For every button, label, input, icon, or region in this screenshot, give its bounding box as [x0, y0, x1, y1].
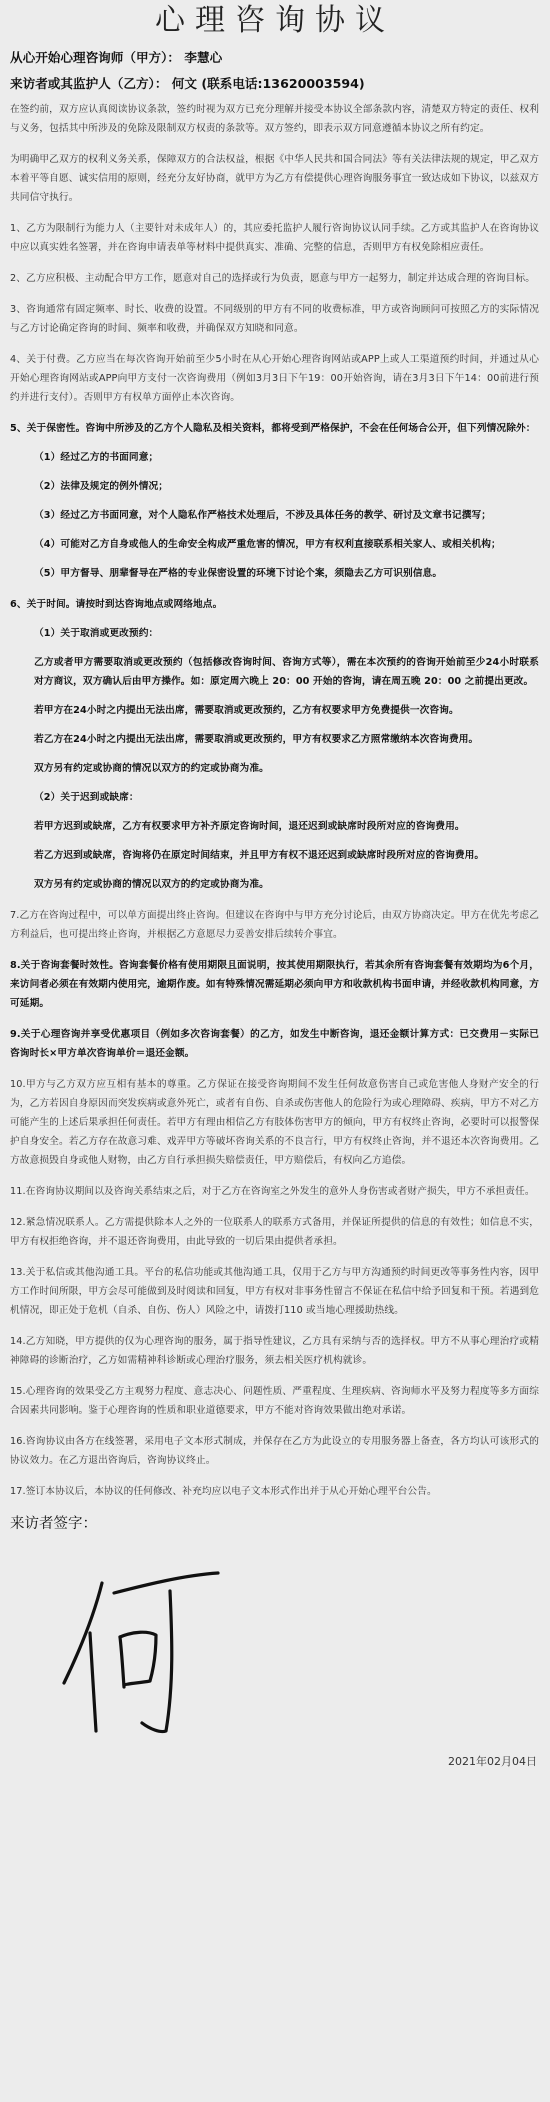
- clause-16: 16.咨询协议由各方在线签署，采用电子文本形式制成，并保存在乙方为此设立的专用服务器上备查，各方均认可该形式的协议效力。在乙方退出咨询后，咨询协议终止。: [10, 1436, 539, 1466]
- clause-5-item: （4）可能对乙方自身或他人的生命安全构成严重危害的情况，甲方有权利直接联系相关家人、或相关机构；: [34, 539, 501, 550]
- signature-area: [10, 1535, 539, 1753]
- clause-7: 7.乙方在咨询过程中，可以单方面提出终止咨询。但建议在咨询中与甲方充分讨论后，由双方协商决定。甲方在优先考虑乙方利益后，也可提出终止咨询，并根据乙方意愿尽力妥善安排后续转介事宜。: [10, 910, 539, 940]
- clause-6-sub-1: （1）关于取消或更改预约：: [34, 628, 159, 639]
- clause-6-sub-2: （2）关于迟到或缺席：: [34, 792, 139, 803]
- clause-17: 17.签订本协议后，本协议的任何修改、补充均应以电子文本形式作出并于从心开始心理平台公告。: [10, 1486, 437, 1497]
- handwritten-signature: [50, 1555, 230, 1745]
- clause-6: [10, 595, 539, 894]
- agreement-body: [0, 48, 550, 1769]
- clause-10: 10.甲方与乙方双方应互相有基本的尊重。乙方保证在接受咨询期间不发生任何故意伤害自己或危害他人身财产安全的行为，乙方若因自身原因而突发疾病或意外死亡，或者有自伤、自杀或伤害他人的危险行为或心理障碍、疾病，甲方不对乙方可能产生的上述后果承担任何责任。若甲方有理由相信乙方有肢体伤害甲方的倾向，甲方有权终止咨询，必要时可以报警保护自身安全。若乙方存在故意习难、戏弄甲方等破坏咨询关系的不良言行，甲方有权终止咨询，并不退还本次咨询费用。乙方故意损毁自身或他人财物，由乙方自行承担损失赔偿责任，甲方赔偿后，有权向乙方追偿。: [10, 1079, 539, 1166]
- intro-paragraph: 在签约前，双方应认真阅读协议条款，签约时视为双方已充分理解并接受本协议全部条款内容，清楚双方特定的责任、权利与义务，包括其中所涉及的免除及限制双方权责的条款等。双方签约，即表示双方同意遵循本协议之所有约定。: [10, 104, 539, 134]
- clause-4: 4、关于付费。乙方应当在每次咨询开始前至少5小时在从心开始心理咨询网站或APP上或人工渠道预约时间，并通过从心开始心理咨询网站或APP向甲方支付一次咨询费用（例如3月3日下午19：00开始咨询，请在3月3日下午14：00前进行预约并进行支付）。否则甲方有权单方面停止本次咨询。: [10, 354, 539, 403]
- party-a: 从心开始心理咨询师（甲方）： 李慧心: [10, 50, 223, 65]
- clause-6-text: 若乙方迟到或缺席，咨询将仍在原定时间结束，并且甲方有权不退还迟到或缺席时段所对应的咨询费用。: [34, 850, 485, 861]
- clause-5-item: （5）甲方督导、朋辈督导在严格的专业保密设置的环境下讨论个案，须隐去乙方可识别信息。: [34, 568, 443, 579]
- clause-11: 11.在咨询协议期间以及咨询关系结束之后，对于乙方在咨询室之外发生的意外人身伤害或者财产损失，甲方不承担责任。: [10, 1186, 535, 1197]
- clause-13: 13.关于私信或其他沟通工具。平台的私信功能或其他沟通工具，仅用于乙方与甲方沟通预约时间更改等事务性内容，因甲方工作时间所限，甲方会尽可能做到及时阅读和回复，甲方有权对非事务性留言不保证在私信中给予回复和干预。若遇到危机情况，即正处于危机（自杀、自伤、伤人）风险之中，请拨打110 或当地心理援助热线。: [10, 1267, 539, 1316]
- clause-6-text: 若甲方在24小时之内提出无法出席，需要取消或更改预约，乙方有权要求甲方免费提供一次咨询。: [34, 705, 459, 716]
- clause-8: 8.关于咨询套餐时效性。咨询套餐价格有使用期限且面说明，按其使用期限执行，若其余所有咨询套餐有效期均为6个月，来访问者必须在有效期内使用完，逾期作废。如有特殊情况需延期必须向甲方和收款机构书面申请，并经收款机构同意，方可延期。: [10, 960, 539, 1009]
- clause-6-text: 若乙方在24小时之内提出无法出席，需要取消或更改预约，甲方有权要求乙方照常缴纳本次咨询费用。: [34, 734, 479, 745]
- signature-label: 来访者签字：: [10, 1516, 97, 1532]
- clause-2: 2、乙方应积极、主动配合甲方工作，愿意对自己的选择或行为负责，愿意与甲方一起努力，制定并达成合理的咨询目标。: [10, 273, 535, 284]
- clause-12: 12.紧急情况联系人。乙方需提供除本人之外的一位联系人的联系方式备用，并保证所提供的信息的有效性；如信息不实，甲方有权拒绝咨询，并不退还咨询费用，由此导致的一切后果由提供者承担。: [10, 1217, 539, 1247]
- signature-date: 2021年02月04日: [448, 1755, 537, 1768]
- clause-1: 1、乙方为限制行为能力人（主要针对未成年人）的，其应委托监护人履行咨询协议认同手续。乙方或其监护人在咨询协议中应以真实姓名签署，并在咨询申请表单等材料中提供真实、准确、完整的信息，否则甲方有权免除相应责任。: [10, 223, 539, 253]
- clause-5-item: （2）法律及规定的例外情况；: [34, 481, 169, 492]
- clause-6-head: 6、关于时间。请按时到达咨询地点或网络地点。: [10, 599, 223, 610]
- clause-6-text: 乙方或者甲方需要取消或更改预约（包括修改咨询时间、咨询方式等），需在本次预约的咨询开始前至少24小时联系对方商议，双方确认后由甲方操作。如：原定周六晚上 20：00 开始的咨询，请在周五晚 20：00 之前提出更改。: [34, 657, 539, 687]
- clause-5-item: （3）经过乙方书面同意，对个人隐私作严格技术处理后，不涉及具体任务的教学、研讨及文章书记撰写；: [34, 510, 492, 521]
- clause-6-text: 双方另有约定或协商的情况以双方的约定或协商为准。: [34, 879, 269, 890]
- party-b: 来访者或其监护人（乙方）： 何文 (联系电话:13620003594): [10, 76, 365, 91]
- clause-5: [10, 419, 539, 583]
- clause-6-text: 若甲方迟到或缺席，乙方有权要求甲方补齐原定咨询时间，退还迟到或缺席时段所对应的咨询费用。: [34, 821, 465, 832]
- clause-6-text: 双方另有约定或协商的情况以双方的约定或协商为准。: [34, 763, 269, 774]
- clause-3: 3、咨询通常有固定频率、时长、收费的设置。不同级别的甲方有不同的收费标准，甲方或咨询顾问可按照乙方的实际情况与乙方讨论确定咨询的时间、频率和收费，并确保双方知晓和同意。: [10, 304, 539, 334]
- clause-5-item: （1）经过乙方的书面同意；: [34, 452, 159, 463]
- clause-14: 14.乙方知晓，甲方提供的仅为心理咨询的服务，属于指导性建议，乙方具有采纳与否的选择权。甲方不从事心理治疗或精神障碍的诊断治疗，乙方如需精神科诊断或心理治疗服务，须去相关医疗机构就诊。: [10, 1336, 539, 1366]
- intro-paragraph-2: 为明确甲乙双方的权利义务关系，保障双方的合法权益，根据《中华人民共和国合同法》等有关法律法规的规定，甲乙双方本着平等自愿、诚实信用的原则，经充分友好协商，就甲方为乙方有偿提供心理咨询服务事宜一致达成如下协议，以兹双方共同信守执行。: [10, 154, 539, 203]
- clause-9: 9.关于心理咨询并享受优惠项目（例如多次咨询套餐）的乙方，如发生中断咨询，退还金额计算方式：已交费用－实际已咨询时长×甲方单次咨询单价＝退还金额。: [10, 1029, 539, 1059]
- page-title: 心理咨询协议: [155, 3, 395, 38]
- clause-5-head: 5、关于保密性。咨询中所涉及的乙方个人隐私及相关资料，都将受到严格保护，不会在任何场合公开，但下列情况除外：: [10, 423, 536, 434]
- clause-15: 15.心理咨询的效果受乙方主观努力程度、意志决心、问题性质、严重程度、生理疾病、咨询师水平及努力程度等多方面综合因素共同影响。鉴于心理咨询的性质和职业道德要求，甲方不能对咨询效果做出绝对承诺。: [10, 1386, 539, 1416]
